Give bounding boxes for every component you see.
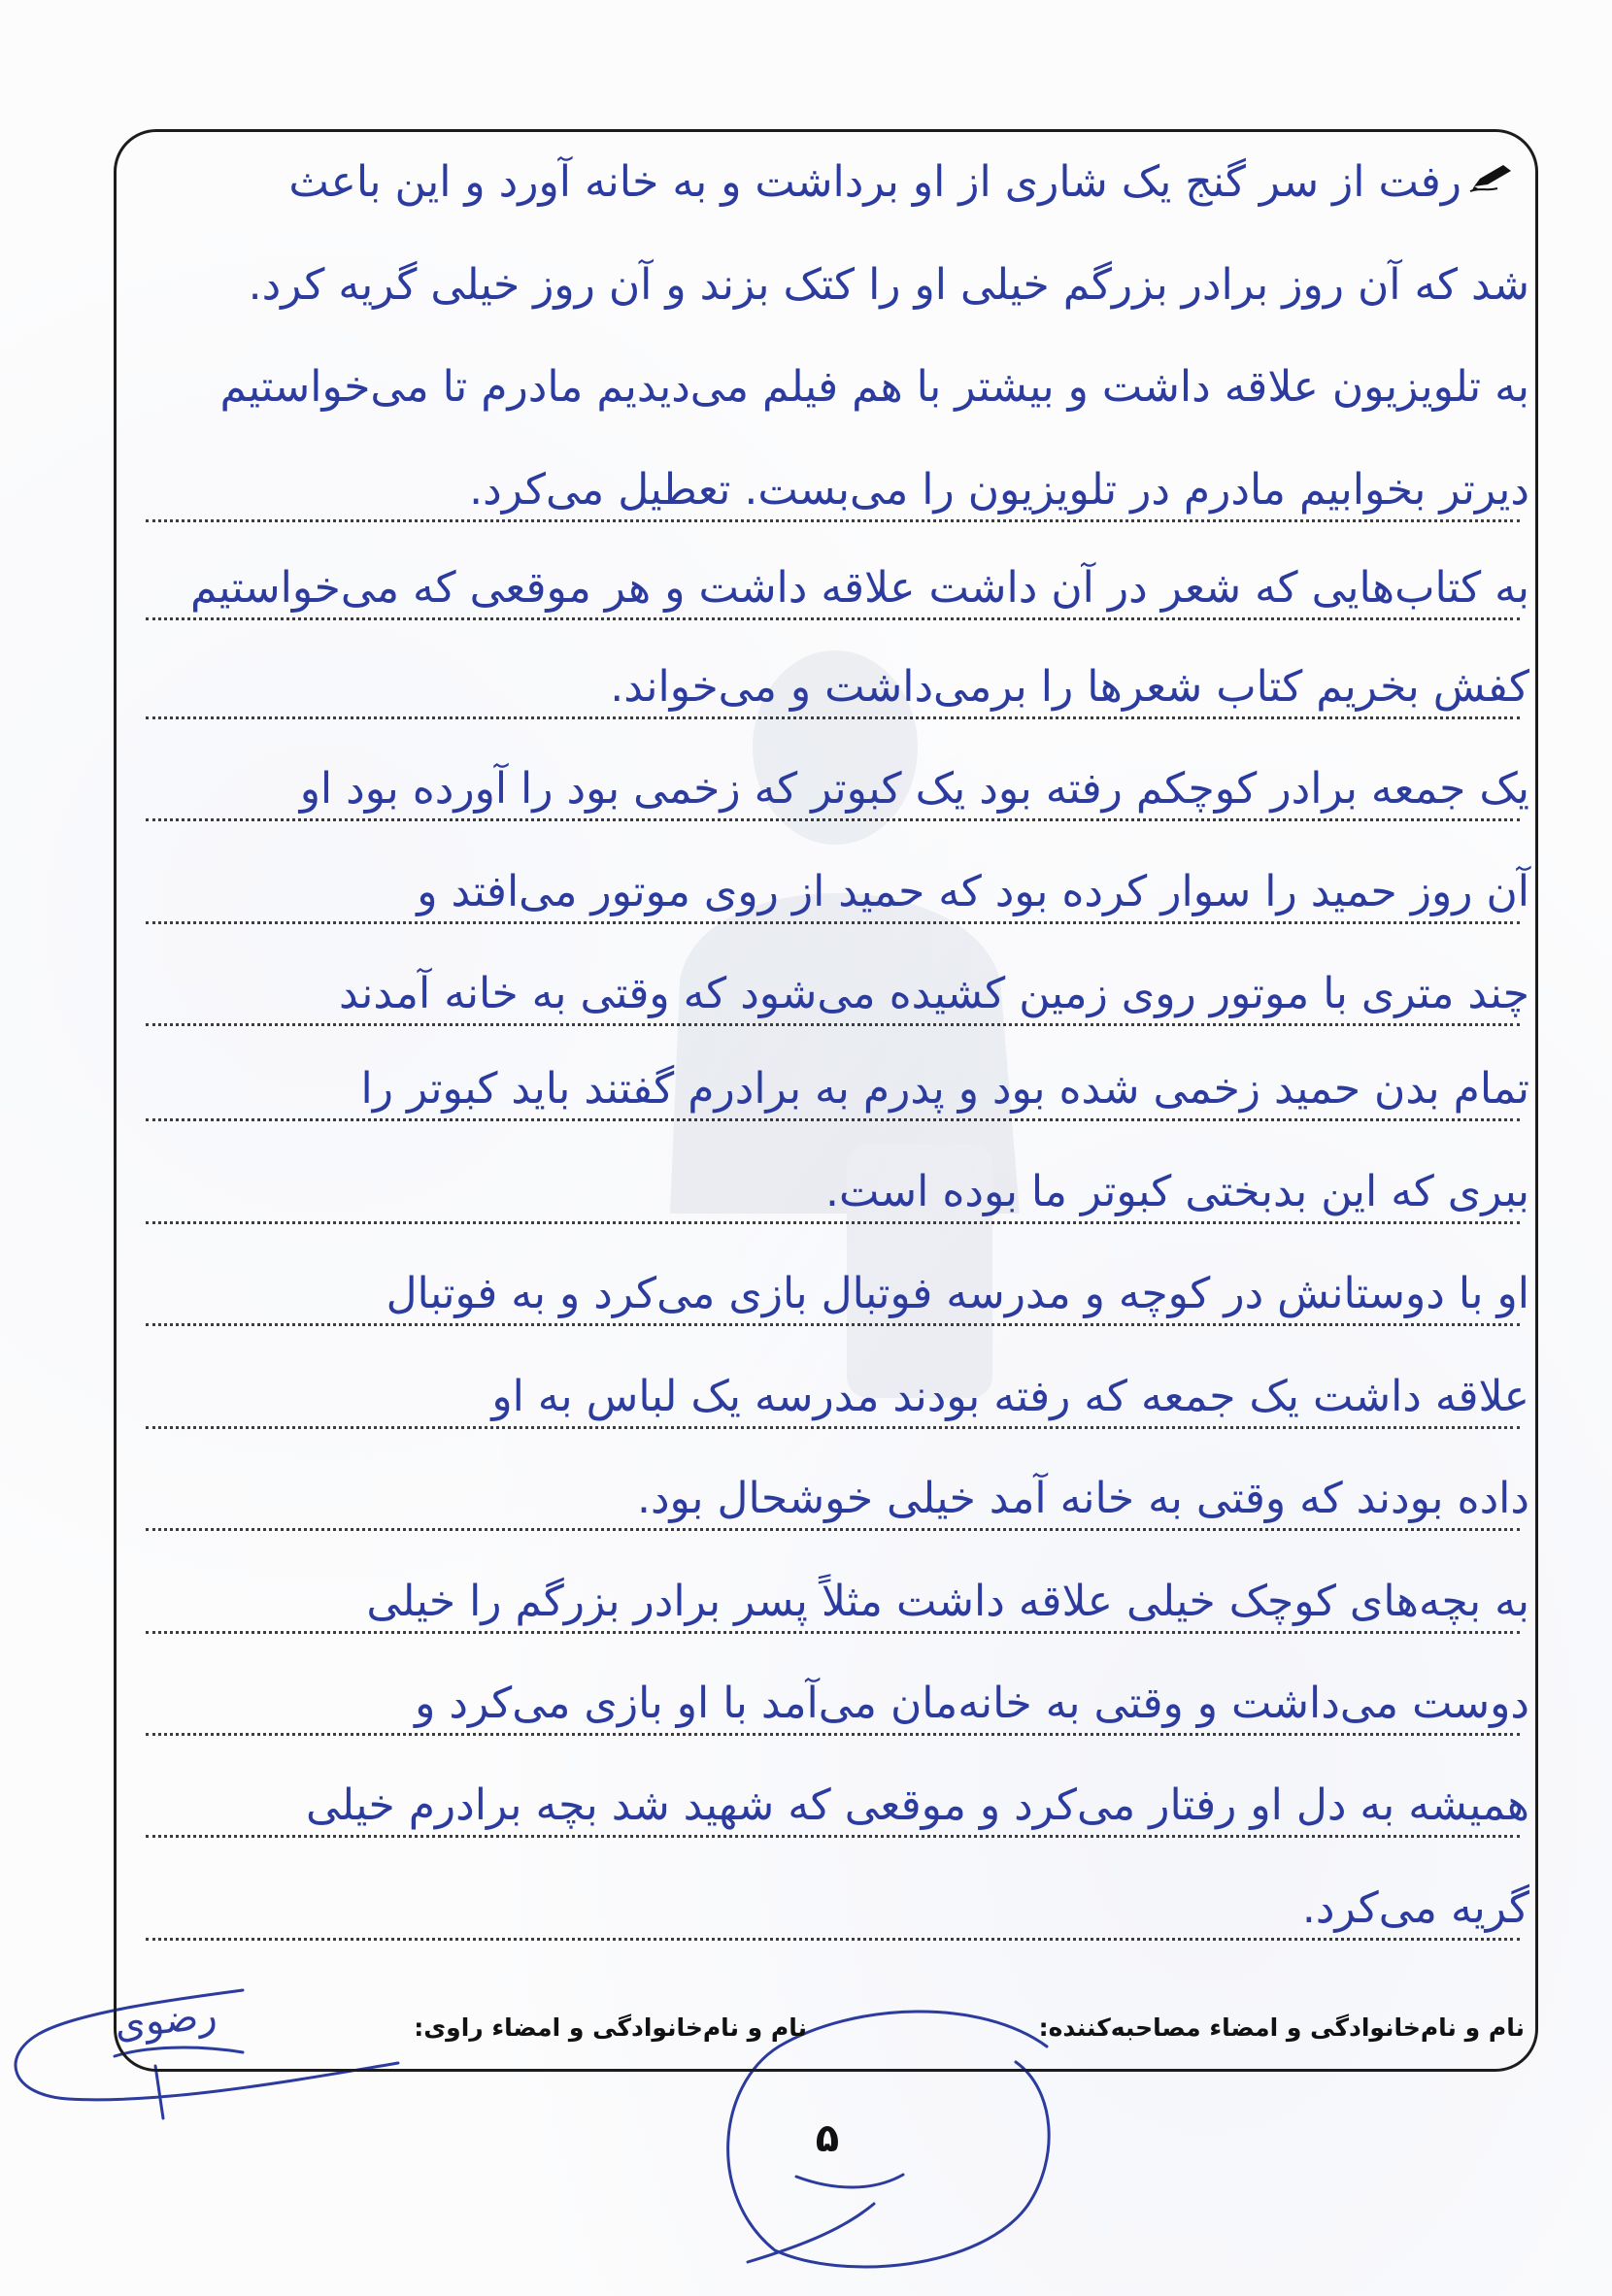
handwritten-line — [39, 461, 1529, 519]
handwritten-text: یک جمعه برادر کوچکم رفته بود یک کبوتر که زخمی بود را آورده بود او — [299, 764, 1529, 814]
dotted-rule-line — [146, 1426, 1520, 1429]
handwritten-line — [39, 760, 1529, 818]
interviewer-signature-stroke — [796, 2175, 903, 2187]
narrator-signature: رضوی — [112, 1992, 219, 2048]
dotted-rule-line — [146, 1938, 1520, 1941]
handwritten-text: رفت از سر گنج یک شاری از او برداشت و به خانه آورد و این باعث — [288, 157, 1461, 207]
narrator-signature-label: نام و نام‌خانوادگی و امضاء راوی: — [414, 2013, 807, 2042]
handwritten-text: تمام بدن حمید زخمی شده بود و پدرم به برادرم گفتند باید کبوتر را — [360, 1064, 1529, 1114]
handwritten-text: دیرتر بخوابیم مادرم در تلویزیون را می‌بست. تعطیل می‌کرد. — [469, 465, 1529, 515]
dotted-rule-line — [146, 519, 1520, 522]
handwritten-line — [39, 1470, 1529, 1528]
handwritten-line — [39, 863, 1529, 921]
handwritten-line — [39, 1675, 1529, 1733]
dotted-rule-line — [146, 1528, 1520, 1531]
handwritten-line — [39, 1573, 1529, 1631]
dotted-rule-line — [146, 921, 1520, 924]
dotted-rule-line — [146, 1733, 1520, 1736]
pen-icon-body — [1474, 165, 1511, 186]
handwritten-text: داده بودند که وقتی به خانه آمد خیلی خوشحال بود. — [636, 1474, 1529, 1523]
dotted-rule-line — [146, 1221, 1520, 1224]
handwritten-text: به بچه‌های کوچک خیلی علاقه داشت مثلاً پسر برادر بزرگم را خیلی — [366, 1577, 1529, 1626]
handwritten-text: همیشه به دل او رفتار می‌کرد و موقعی که شهید شد بچه برادرم خیلی — [305, 1780, 1529, 1830]
dotted-rule-line — [146, 1023, 1520, 1026]
handwritten-text: علاقه داشت یک جمعه که رفته بودند مدرسه یک لباس به او — [491, 1372, 1529, 1421]
handwritten-line — [39, 256, 1529, 315]
dotted-rule-line — [146, 716, 1520, 719]
handwritten-line — [39, 1368, 1529, 1426]
dotted-rule-line — [146, 1835, 1520, 1838]
handwritten-text: او با دوستانش در کوچه و مدرسه فوتبال بازی می‌کرد و به فوتبال — [386, 1269, 1529, 1318]
handwritten-text: به کتاب‌هایی که شعر در آن داشت علاقه داشت و هر موقعی که می‌خواستیم — [189, 563, 1529, 613]
pen-icon — [1468, 161, 1515, 192]
handwritten-line — [39, 559, 1529, 617]
handwritten-text: ببری که این بدبختی کبوتر ما بوده است. — [825, 1167, 1529, 1216]
dotted-rule-line — [146, 818, 1520, 821]
handwritten-text: دوست می‌داشت و وقتی به خانه‌مان می‌آمد با او بازی می‌کرد و — [415, 1679, 1529, 1728]
handwritten-line — [39, 965, 1529, 1023]
narrator-signature-tail — [155, 2066, 163, 2118]
handwritten-line — [39, 1060, 1529, 1118]
dotted-rule-line — [146, 617, 1520, 620]
handwritten-text: به تلویزیون علاقه داشت و بیشتر با هم فیلم می‌دیدیم مادرم تا می‌خواستیم — [219, 362, 1529, 412]
handwritten-text: چند متری با موتور روی زمین کشیده می‌شود که وقتی به خانه آمدند — [338, 969, 1529, 1018]
interviewer-signature-tail — [748, 2204, 874, 2262]
handwritten-text: گریه می‌کرد. — [1301, 1883, 1529, 1933]
handwritten-text: کفش بخریم کتاب شعرها را برمی‌داشت و می‌خواند. — [610, 662, 1529, 712]
handwritten-line — [39, 358, 1529, 416]
handwritten-text: آن روز حمید را سوار کرده بود که حمید از روی موتور می‌افتد و — [417, 867, 1529, 916]
dotted-rule-line — [146, 1631, 1520, 1634]
handwritten-line — [39, 1777, 1529, 1835]
dotted-rule-line — [146, 1323, 1520, 1326]
handwritten-line — [39, 1163, 1529, 1221]
handwritten-text: شد که آن روز برادر بزرگم خیلی او را کتک بزند و آن روز خیلی گریه کرد. — [248, 260, 1529, 310]
handwritten-line — [39, 658, 1529, 716]
handwritten-line — [39, 1880, 1529, 1938]
interviewer-signature-label: نام و نام‌خانوادگی و امضاء مصاحبه‌کننده: — [1038, 2013, 1525, 2042]
handwritten-line — [39, 1265, 1529, 1323]
handwritten-line — [39, 153, 1461, 212]
page-number: ۵ — [815, 2116, 840, 2161]
dotted-rule-line — [146, 1118, 1520, 1121]
